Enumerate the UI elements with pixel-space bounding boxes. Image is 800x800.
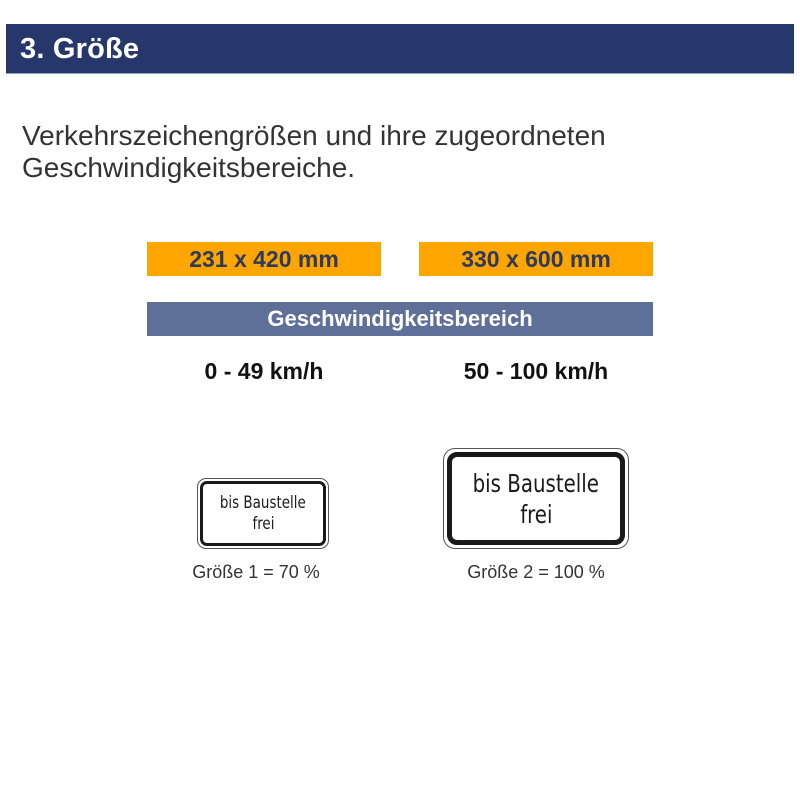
section-header <box>6 24 794 74</box>
speed-range-header: Geschwindigkeitsbereich <box>147 302 653 336</box>
speed-range-2: 50 - 100 km/h <box>463 358 609 384</box>
intro-line-2: Geschwindigkeitsbereiche. <box>22 152 356 183</box>
sign-text-line-2: frei <box>519 499 553 529</box>
traffic-sign-size-1 <box>197 478 329 549</box>
sign-text-line-1: bis Baustelle <box>472 468 600 498</box>
size-caption-1: Größe 1 = 70 % <box>192 562 320 582</box>
sign-text-line-1: bis Baustelle <box>220 492 306 513</box>
sign-text-line-2: frei <box>252 513 274 534</box>
sign-panel <box>447 452 625 545</box>
size-label-2: 330 x 600 mm <box>419 242 653 276</box>
size-caption-2: Größe 2 = 100 % <box>467 562 605 582</box>
intro-line-1: Verkehrszeichengrößen und ihre zugeordneten <box>22 120 606 151</box>
sign-panel <box>200 481 326 546</box>
traffic-sign-size-2 <box>443 448 629 549</box>
speed-range-1: 0 - 49 km/h <box>204 358 324 384</box>
size-label-1: 231 x 420 mm <box>147 242 381 276</box>
intro-text <box>22 120 722 184</box>
section-title: 3. Größe <box>20 33 140 65</box>
